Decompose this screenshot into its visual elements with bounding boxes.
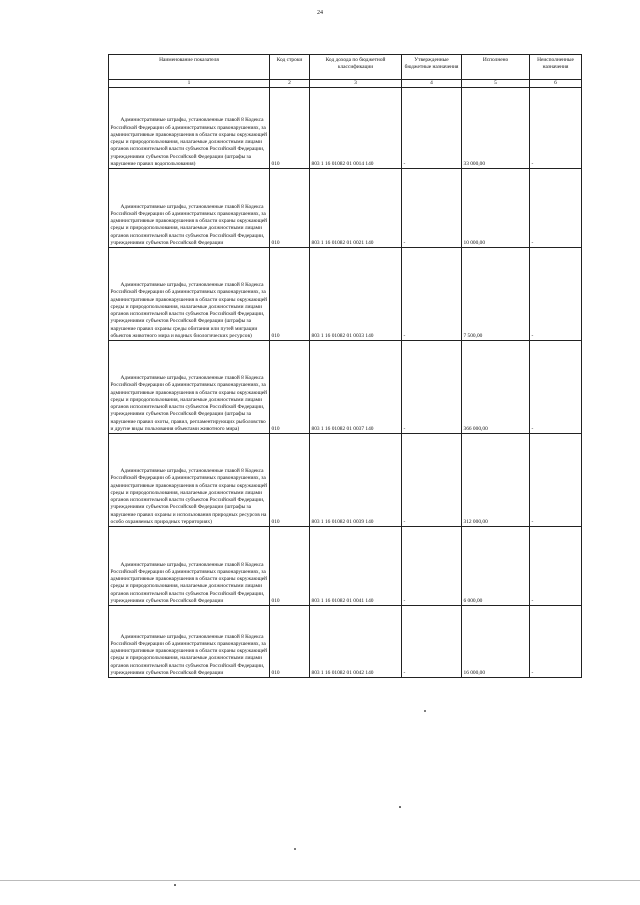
header-executed: Исполнено — [462, 55, 530, 80]
row-not-executed: - — [530, 434, 582, 527]
row-kbk: 803 1 16 01082 01 0021 140 — [310, 169, 402, 248]
row-not-executed: - — [530, 606, 582, 678]
header-name: Наименование показателя — [109, 55, 270, 80]
column-number: 3 — [310, 80, 402, 88]
row-not-executed: - — [530, 248, 582, 341]
scan-speck — [399, 806, 401, 808]
column-number: 2 — [270, 80, 310, 88]
row-executed: 33 000,00 — [462, 88, 530, 169]
row-code: 010 — [270, 434, 310, 527]
scan-speck — [424, 710, 426, 712]
row-name-text: Административные штрафы, установленные главой 8 Кодекса Российской Федерации об административных правонарушениях, за административные правонарушения в области охраны окружающей среды и природопользования, налагаемые должностными лицами органов исполнительной власти субъектов Российской Федерации, учреждениями субъектов Российской Федерации — [110, 203, 268, 246]
row-executed: 7 500,00 — [462, 248, 530, 341]
row-kbk: 803 1 16 01082 01 0041 140 — [310, 527, 402, 606]
header-kbk: Код дохода по бюджетной классификации — [310, 55, 402, 80]
row-name — [109, 341, 270, 434]
row-executed: 6 000,00 — [462, 527, 530, 606]
row-name — [109, 248, 270, 341]
row-name-text: Административные штрафы, установленные главой 8 Кодекса Российской Федерации об административных правонарушениях, за административные правонарушения в области охраны окружающей среды и природопользования, налагаемые должностными лицами органов исполнительной власти субъектов Российской Федерации, учреждениями субъектов Российской Федерации (штрафы за нарушение правил охраны и использования природных ресурсов на особо охраняемых природных территориях) — [110, 467, 268, 525]
table-row — [109, 434, 582, 527]
column-number: 4 — [402, 80, 462, 88]
row-approved: - — [402, 169, 462, 248]
row-name — [109, 88, 270, 169]
header-not-executed: Неисполненные назначения — [530, 55, 582, 80]
table-row — [109, 248, 582, 341]
scan-speck — [294, 848, 296, 850]
row-code: 010 — [270, 341, 310, 434]
page-number: 24 — [317, 10, 323, 16]
table-row — [109, 88, 582, 169]
header-approved: Утвержденные бюджетные назначения — [402, 55, 462, 80]
income-report-table — [108, 54, 582, 678]
row-code: 010 — [270, 88, 310, 169]
row-name — [109, 434, 270, 527]
row-not-executed: - — [530, 88, 582, 169]
table-header-row — [109, 55, 582, 80]
column-number: 5 — [462, 80, 530, 88]
scan-speck — [174, 884, 176, 886]
row-code: 010 — [270, 606, 310, 678]
row-kbk: 803 1 16 01082 01 0033 140 — [310, 248, 402, 341]
table-row — [109, 169, 582, 248]
row-name — [109, 169, 270, 248]
row-code: 010 — [270, 169, 310, 248]
row-approved: - — [402, 434, 462, 527]
row-name — [109, 606, 270, 678]
row-approved: - — [402, 88, 462, 169]
row-kbk: 803 1 16 01082 01 0039 140 — [310, 434, 402, 527]
row-code: 010 — [270, 527, 310, 606]
row-approved: - — [402, 341, 462, 434]
row-executed: 16 000,00 — [462, 606, 530, 678]
row-name-text: Административные штрафы, установленные главой 8 Кодекса Российской Федерации об административных правонарушениях, за административные правонарушения в области охраны окружающей среды и природопользования, налагаемые должностными лицами органов исполнительной власти субъектов Российской Федерации, учреждениями субъектов Российской Федерации (штрафы за нарушение правил охраны среды обитания или путей миграции объектов животного мира и водных биологических ресурсов) — [110, 281, 268, 339]
row-name-text: Административные штрафы, установленные главой 8 Кодекса Российской Федерации об административных правонарушениях, за административные правонарушения в области охраны окружающей среды и природопользования, налагаемые должностными лицами органов исполнительной власти субъектов Российской Федерации, учреждениями субъектов Российской Федерации — [110, 561, 268, 604]
table-row — [109, 527, 582, 606]
row-executed: 366 000,00 — [462, 341, 530, 434]
row-kbk: 803 1 16 01082 01 0014 140 — [310, 88, 402, 169]
row-name-text: Административные штрафы, установленные главой 8 Кодекса Российской Федерации об административных правонарушениях, за административные правонарушения в области охраны окружающей среды и природопользования, налагаемые должностными лицами органов исполнительной власти субъектов Российской Федерации, учреждениями субъектов Российской Федерации (штрафы за нарушение правил охоты, правил, регламентирующих рыболовство и другие виды пользования объектами животного мира) — [110, 374, 268, 432]
row-executed: 312 000,00 — [462, 434, 530, 527]
row-name — [109, 527, 270, 606]
row-not-executed: - — [530, 527, 582, 606]
row-executed: 10 000,00 — [462, 169, 530, 248]
scan-edge-line — [0, 880, 640, 881]
row-kbk: 803 1 16 01082 01 0037 140 — [310, 341, 402, 434]
header-code: Код строки — [270, 55, 310, 80]
row-name-text: Административные штрафы, установленные главой 8 Кодекса Российской Федерации об административных правонарушениях, за административные правонарушения в области охраны окружающей среды и природопользования, налагаемые должностными лицами органов исполнительной власти субъектов Российской Федерации, учреждениями субъектов Российской Федерации — [110, 633, 268, 676]
table-row — [109, 606, 582, 678]
row-name-text: Административные штрафы, установленные главой 8 Кодекса Российской Федерации об административных правонарушениях, за административные правонарушения в области охраны окружающей среды и природопользования, налагаемые должностными лицами органов исполнительной власти субъектов Российской Федерации, учреждениями субъектов Российской Федерации (штрафы за нарушение правил водопользования) — [110, 117, 268, 167]
column-number: 1 — [109, 80, 270, 88]
column-number-row — [109, 80, 582, 88]
table-row — [109, 341, 582, 434]
row-approved: - — [402, 248, 462, 341]
row-code: 010 — [270, 248, 310, 341]
row-kbk: 803 1 16 01082 01 0042 140 — [310, 606, 402, 678]
column-number: 6 — [530, 80, 582, 88]
row-approved: - — [402, 527, 462, 606]
row-approved: - — [402, 606, 462, 678]
row-not-executed: - — [530, 169, 582, 248]
row-not-executed: - — [530, 341, 582, 434]
